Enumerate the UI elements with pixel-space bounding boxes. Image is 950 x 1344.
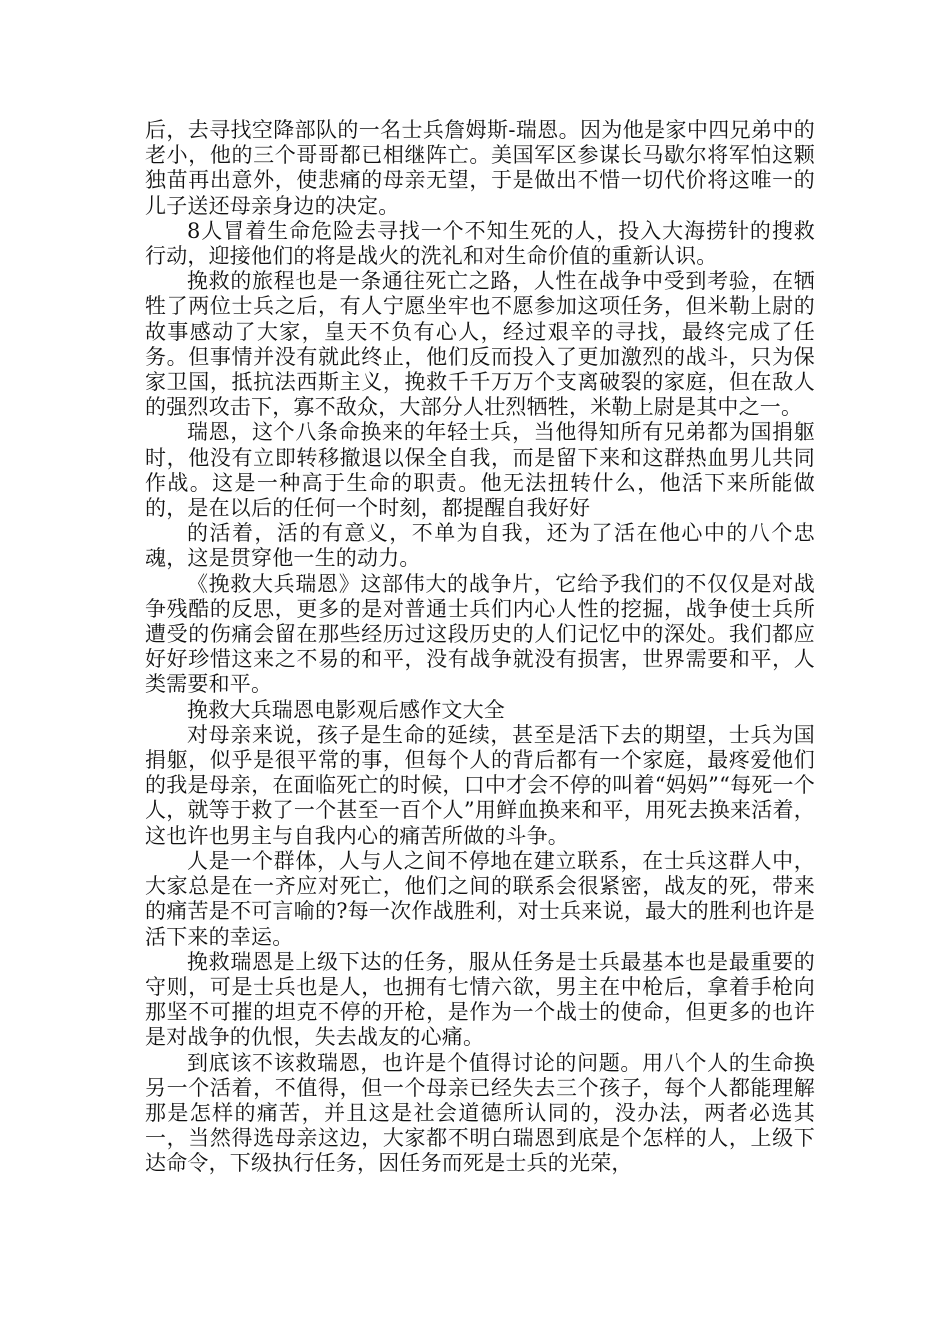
paragraph-10: 到底该不该救瑞恩，也许是个值得讨论的问题。用八个人的生命换另一个活着，不值得，但一个母亲已经失去三个孩子，每个人都能理解那是怎样的痛苦，并且这是社会道德所认同的，没办法，两者必选其一，当然得选母亲这边，大家都不明白瑞恩到底是个怎样的人，上级下达命令，下级执行任务，因任务而死是士兵的光荣， <box>145 1050 815 1176</box>
paragraph-5: 的活着，活的有意义，不单为自我，还为了活在他心中的八个忠魂，这是贯穿他一生的动力。 <box>145 521 815 571</box>
paragraph-1: 后，去寻找空降部队的一名士兵詹姆斯-瑞恩。因为他是家中四兄弟中的老小，他的三个哥哥都已相继阵亡。美国军区参谋长马歇尔将军怕这颗独苗再出意外，使悲痛的母亲无望，于是做出不惜一切代价将这唯一的儿子送还母亲身边的决定。 <box>145 118 815 218</box>
paragraph-3: 挽救的旅程也是一条通往死亡之路，人性在战争中受到考验，在牺牲了两位士兵之后，有人宁愿坐牢也不愿参加这项任务，但米勒上尉的故事感动了大家，皇天不负有心人，经过艰辛的寻找，最终完成了任务。但事情并没有就此终止，他们反而投入了更加激烈的战斗，只为保家卫国，抵抗法西斯主义，挽救千千万万个支离破裂的家庭，但在敌人的强烈攻击下，寡不敌众，大部分人壮烈牺牲，米勒上尉是其中之一。 <box>145 269 815 420</box>
paragraph-8: 人是一个群体，人与人之间不停地在建立联系，在士兵这群人中，大家总是在一齐应对死亡，他们之间的联系会很紧密，战友的死，带来的痛苦是不可言喻的?每一次作战胜利，对士兵来说，最大的胜利也许是活下来的幸运。 <box>145 848 815 949</box>
section-heading: 挽救大兵瑞恩电影观后感作文大全 <box>187 697 505 722</box>
paragraph-7: 对母亲来说，孩子是生命的延续，甚至是活下去的期望，士兵为国捐躯，似乎是很平常的事，但每个人的背后都有一个家庭，最疼爱他们的我是母亲，在面临死亡的时候，口中才会不停的叫着“妈妈”“每死一个人，就等于救了一个甚至一百个人”用鲜血换来和平，用死去换来活着，这也许也男主与自我内心的痛苦所做的斗争。 <box>145 722 815 848</box>
paragraph-2: 8人冒着生命危险去寻找一个不知生死的人，投入大海捞针的搜救行动，迎接他们的将是战火的洗礼和对生命价值的重新认识。 <box>145 218 815 269</box>
paragraph-6: 《挽救大兵瑞恩》这部伟大的战争片，它给予我们的不仅仅是对战争残酷的反思，更多的是对普通士兵们内心人性的挖掘，战争使士兵所遭受的伤痛会留在那些经历过这段历史的人们记忆中的深处。我们都应好好珍惜这来之不易的和平，没有战争就没有损害，世界需要和平，人类需要和平。 <box>145 571 815 697</box>
paragraph-4: 瑞恩，这个八条命换来的年轻士兵，当他得知所有兄弟都为国捐躯时，他没有立即转移撤退以保全自我，而是留下来和这群热血男儿共同作战。这是一种高于生命的职责。他无法扭转什么，他活下来所能做的，是在以后的任何一个时刻，都提醒自我好好 <box>145 420 815 521</box>
document-body <box>145 118 815 1177</box>
paragraph-9: 挽救瑞恩是上级下达的任务，服从任务是士兵最基本也是最重要的守则，可是士兵也是人，也拥有七情六欲，男主在中枪后，拿着手枪向那坚不可摧的坦克不停的开枪，是作为一个战士的使命，但更多的也许是对战争的仇恨，失去战友的心痛。 <box>145 949 815 1050</box>
